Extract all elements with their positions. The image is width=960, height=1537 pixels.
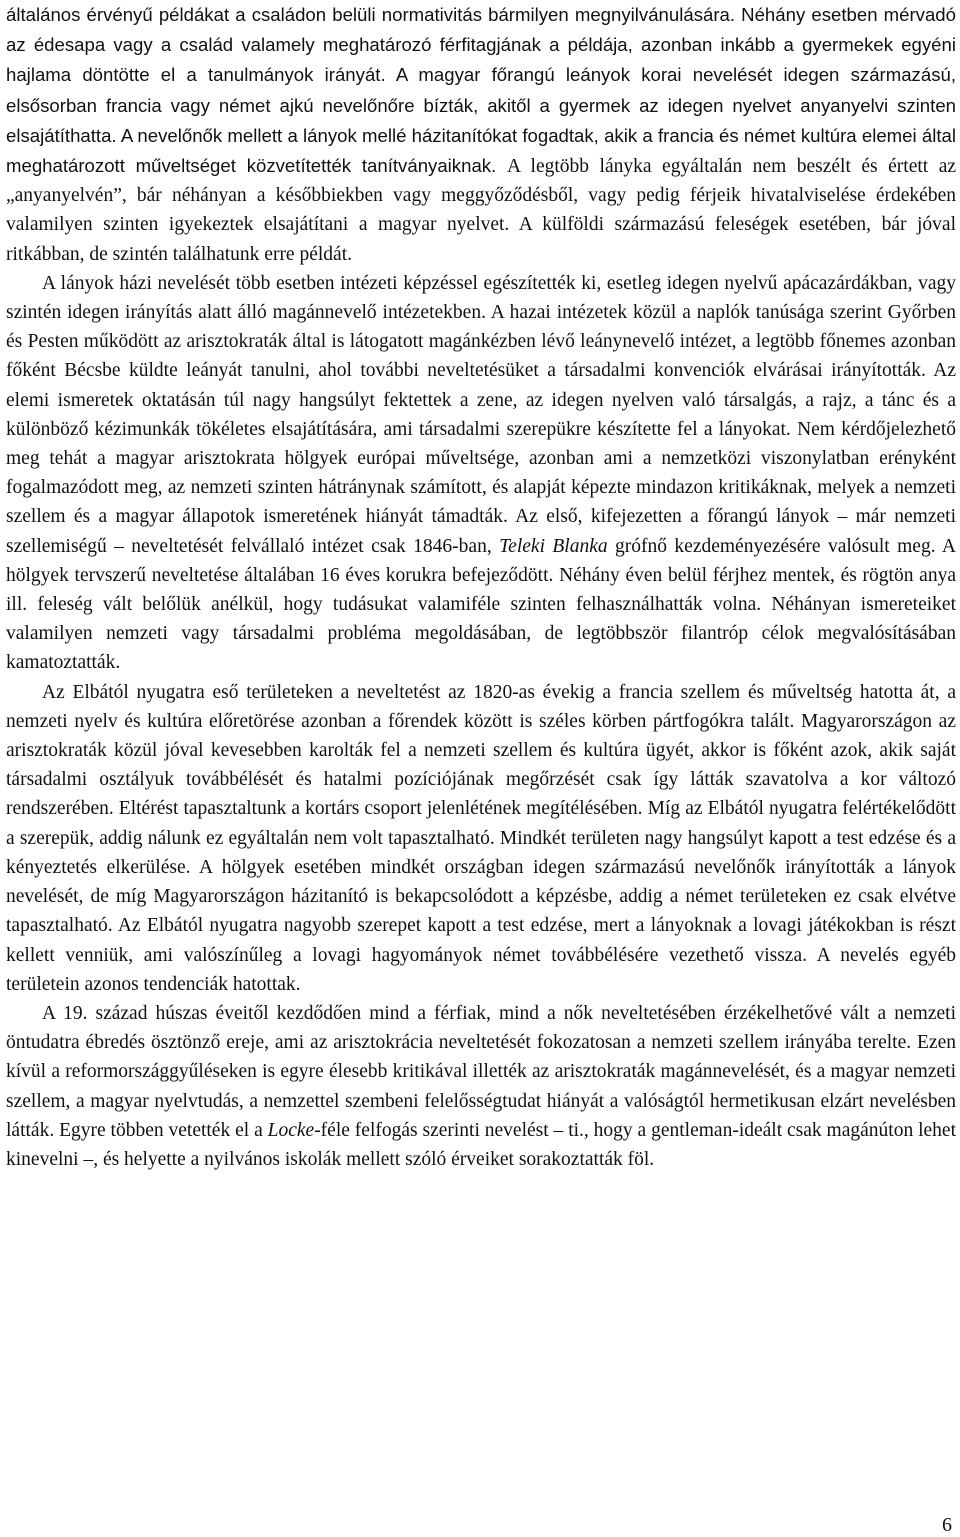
paragraph-1 — [6, 0, 956, 269]
page-number: 6 — [942, 1514, 952, 1536]
paragraph-1-sans-run-1: általános érvényű példákat a családon belüli normativitás bármilyen megnyilvánulására. Néhány esetben mérvadó az édesapa vagy a család valamely meghatározó férfitagjának a példája, azonban inkább a gyermekek egyéni hajlama döntötte el a tanulmányok irányát. — [6, 4, 956, 86]
paragraph-2 — [6, 269, 956, 678]
paragraph-3 — [6, 678, 956, 999]
paragraph-3-run-1: Az Elbától nyugatra eső területeken a neveltetést az 1820-as évekig a francia szellem és műveltség hatotta át, a nemzeti nyelv és kultúra előretörése azonban a főrendek között is széles körben pártfogókra talált. Magyarországon az arisztokraták közül jóval kevesebben karolták fel a nemzeti szellem és kultúra ügyét, akkor is főként azok, akik saját társadalmi osztályuk továbbélését és hatalmi pozíciójának megőrzését csak így látták szavatolva a kor változó rendszerében. Eltérést tapasztaltunk a kortárs csoport jelenlétének megítélésében. Míg az Elbától nyugatra felértékelődött a szerepük, addig nálunk ez egyáltalán nem volt tapasztalható. Mindkét területen nagy hangsúlyt kapott a test edzése és a kényeztetés elkerülése. A hölgyek esetében mindkét országban idegen származású nevelőnők irányították a lányok nevelését, de míg Magyarországon házitanító is bekapcsolódott a képzésbe, addig a német területeken ez csak elvétve tapasztalható. Az Elbától nyugatra nagyobb szerepet kapott a test edzése, mert a lányoknak a lovagi játékokban is részt kellett venniük, ami valószínűleg a lovagi hagyományok német továbbélésére vezethető vissza. A nevelés egyéb területein azonos tendenciák hatottak. — [6, 681, 956, 995]
paragraph-2-run-1: A lányok házi nevelését több esetben intézeti képzéssel egészítették ki, esetleg idegen nyelvű apácazárdákban, vagy szintén idegen irányítás alatt álló magánnevelő intézetekben. A hazai intézetek közül a naplók tanúsága szerint Győrben és Pesten működött az arisztokraták által is látogatott magánkézben lévő leánynevelő intézet, a legtöbb főnemes azonban főként Bécsbe küldte leányát tanulni, ahol további neveltetésüket a társadalmi konvenciók elvárásai irányították. Az elemi ismeretek oktatásán túl nagy hangsúlyt fektettek a zene, az idegen nyelven való társalgás, a rajz, a tánc és a különböző kézimunkák tökéletes elsajátítására, ami társadalmi szerepükre készítette fel a lányokat. Nem kérdőjelezhető meg tehát a magyar arisztokrata hölgyek európai műveltsége, azonban ami a nemzetközi viszonylatban erényként fogalmazódott meg, az nemzeti szinten hátránynak számított, és alapját képezte mindazon kritikáknak, melyek a nemzeti szellem és a magyar állapotok ismeretének hiányát támadták. Az első, kifejezetten a főrangú lányok – már nemzeti szellemiségű – neveltetését felvállaló intézet csak 1846-ban, — [6, 272, 956, 557]
paragraph-4-italic-name: Locke — [267, 1119, 315, 1141]
paragraph-1-sans-run-2: A magyar főrangú leányok korai nevelését idegen származású, elsősorban francia vagy német ajkú nevelőnőre bízták, akitől a gyermek az idegen nyelvet anyanyelvi szinten elsajátíthatta. A nevelőnők mellett a lányok mellé házitanítókat fogadtak, akik a francia és német kultúra elemei által meghatározott műveltséget közvetítették tanítványaiknak. — [6, 64, 956, 177]
paragraph-4 — [6, 999, 956, 1174]
document-body — [6, 0, 956, 1174]
paragraph-4-run-3: -féle felfogás szerinti nevelést – ti., hogy a gentleman-ideált csak magánúton lehet kinevelni –, és helyette a nyilvános iskolák mellett szóló érveiket sorakoztatták föl. — [6, 1119, 956, 1170]
paragraph-1-run-3: A legtöbb lányka egyáltalán nem beszélt és értett az „anyanyelvén”, bár néhányan a későbbiekben vagy meggyőződésből, vagy pedig férjeik hivatalviselése érdekében valamilyen szinten igyekeztek elsajátítani a magyar nyelvet. A külföldi származású feleségek esetében, bár jóval ritkábban, de szintén találhatunk erre példát. — [6, 156, 956, 265]
paragraph-4-run-1: A 19. század húszas éveitől kezdődően mind a férfiak, mind a nők neveltetésében érzékelhetővé vált a nemzeti öntudatra ébredés ösztönző ereje, ami az arisztokrácia neveltetését fokozatosan a nemzeti szellem irányába terelte. Ezen kívül a reformországgyűléseken is egyre élesebb kritikával illették az arisztokraták magánnevelését, és a magyar nemzeti szellem, a magyar nyelvtudás, a nemzettel szembeni felelősségtudat hiányát a valóságtól hermetikusan elzárt nevelésben látták. Egyre többen vetették el a — [6, 1002, 956, 1141]
paragraph-2-italic-name: Teleki Blanka — [499, 535, 608, 557]
paragraph-2-run-3: grófnő kezdeményezésére valósult meg. A hölgyek tervszerű neveltetése általában 16 éves korukra befejeződött. Néhány éven belül férjhez mentek, és rögtön anya ill. feleség vált belőlük anélkül, hogy tudásukat valamiféle szinten felhasználhatták volna. Néhányan ismereteiket valamilyen nemzeti vagy társadalmi probléma megoldásában, de legtöbbször filantróp célok megvalósításában kamatoztatták. — [6, 535, 956, 674]
